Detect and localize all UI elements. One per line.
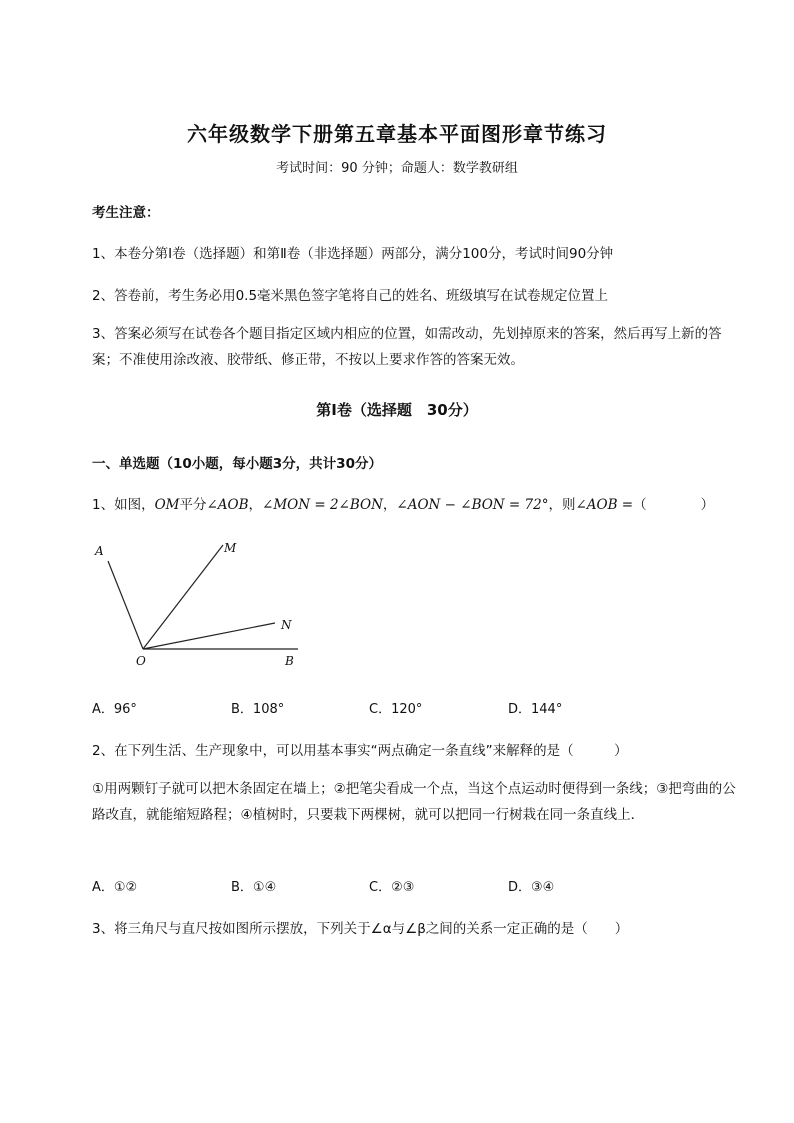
angle-figure <box>88 535 308 670</box>
q1-option-b: B．108° <box>231 702 285 717</box>
q1-answer-paren: （ ） <box>633 497 715 513</box>
q2-option-d: D．③④ <box>508 880 555 895</box>
ray-om <box>143 545 223 649</box>
label-a: A <box>95 544 104 558</box>
notice-item-1: 1、本卷分第Ⅰ卷（选择题）和第Ⅱ卷（非选择题）两部分，满分100分，考试时间90分钟 <box>92 246 614 262</box>
q1-prefix: 1、如图， <box>92 497 155 513</box>
q1-option-d: D．144° <box>508 702 563 717</box>
ray-on <box>143 623 275 649</box>
part-heading: 一、单选题（10小题，每小题3分，共计30分） <box>92 456 382 472</box>
q1-equation-1: ∠MON = 2∠BON <box>262 497 383 513</box>
q1-text-bisects: 平分 <box>179 497 207 513</box>
exam-info: 考试时间：90 分钟；命题人：数学教研组 <box>276 161 518 176</box>
label-m: M <box>224 541 237 555</box>
q1-option-a: A．96° <box>92 702 137 717</box>
section-title: 第Ⅰ卷（选择题 30分） <box>316 401 478 419</box>
question-2-statements: ①用两颗钉子就可以把木条固定在墙上；②把笔尖看成一个点，当这个点运动时便得到一条线；③把弯曲的公路改直，就能缩短路程；④植树时，只要栽下两棵树，就可以把同一行树栽在同一条直线上． <box>92 781 736 823</box>
ray-oa <box>108 561 143 649</box>
q2-option-b: B．①④ <box>231 880 277 895</box>
q2-option-a: A．①② <box>92 880 138 895</box>
notice-heading: 考生注意： <box>92 205 160 221</box>
q1-sep-2: ， <box>382 497 397 513</box>
q1-sep-1: ， <box>248 497 263 513</box>
q1-angle-aob: ∠AOB <box>206 497 249 513</box>
page-title: 六年级数学下册第五章基本平面图形章节练习 <box>187 122 607 146</box>
q1-equation-2: ∠AON − ∠BON = 72° <box>396 497 549 513</box>
label-o: O <box>136 654 146 668</box>
label-n: N <box>281 618 292 632</box>
q1-om: OM <box>154 497 180 513</box>
question-2-stem: 2、在下列生活、生产现象中，可以用基本事实“两点确定一条直线”来解释的是（ ） <box>92 743 628 759</box>
label-b: B <box>285 654 294 668</box>
question-1-stem <box>92 493 714 513</box>
notice-item-3: 3、答案必须写在试卷各个题目指定区域内相应的位置，如需改动，先划掉原来的答案，然后再写上新的答案；不准使用涂改液、胶带纸、修正带，不按以上要求作答的答案无效。 <box>92 326 722 368</box>
notice-item-2: 2、答卷前，考生务必用0.5毫米黑色签字笔将自己的姓名、班级填写在试卷规定位置上 <box>92 288 609 304</box>
q1-text-then: ，则 <box>548 497 576 513</box>
q1-option-c: C．120° <box>369 702 423 717</box>
question-3-stem: 3、将三角尺与直尺按如图所示摆放，下列关于∠α与∠β之间的关系一定正确的是（ ） <box>92 921 629 937</box>
q1-equation-3: ∠AOB = <box>575 497 634 513</box>
q2-option-c: C．②③ <box>369 880 415 895</box>
